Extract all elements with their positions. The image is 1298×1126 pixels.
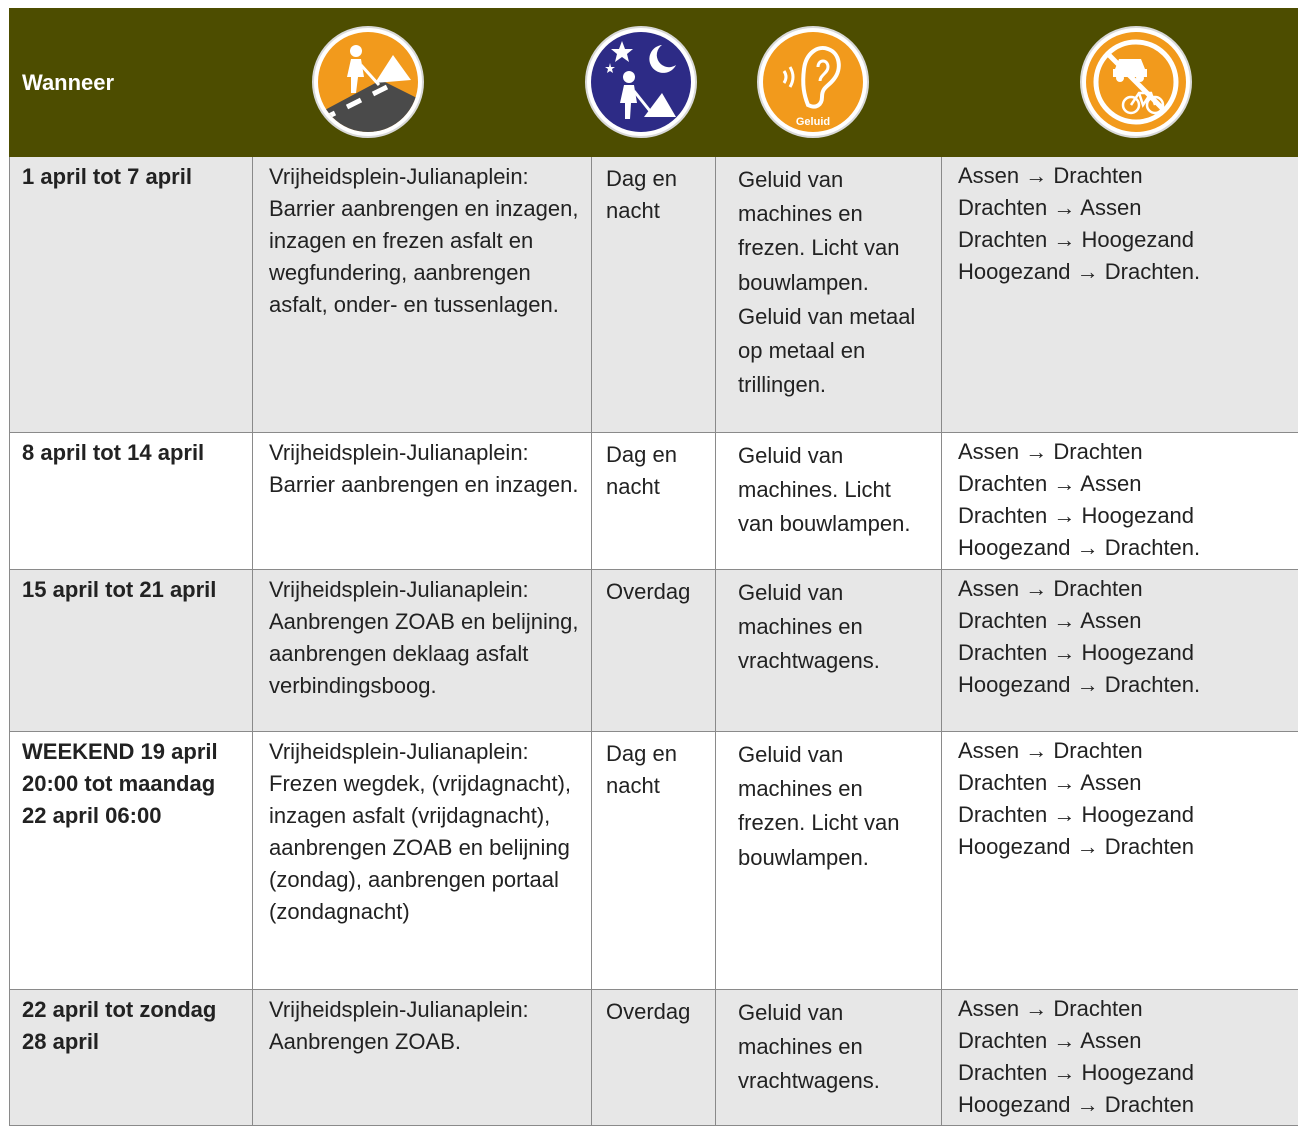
header-work-cell <box>253 9 592 157</box>
closed-direction: Drachten → Hoogezand <box>958 224 1288 256</box>
closed-direction: Assen → Drachten <box>958 160 1288 192</box>
schedule-table-wrapper <box>9 8 1298 1126</box>
closed-direction: Hoogezand → Drachten <box>958 831 1288 863</box>
closed-direction: Hoogezand → Drachten. <box>958 532 1288 564</box>
header-row <box>10 9 1298 157</box>
header-closure-cell <box>942 9 1298 157</box>
table-row <box>10 433 1298 570</box>
cell-when: 15 april tot 21 april <box>10 570 253 732</box>
closed-direction: Hoogezand → Drachten. <box>958 256 1288 288</box>
header-when-label: Wanneer <box>10 70 114 95</box>
cell-when: 22 april tot zondag 28 april <box>10 990 253 1126</box>
cell-work: Vrijheidsplein-Julianaplein: Aanbrengen ZOAB. <box>253 990 592 1126</box>
schedule-table <box>9 8 1298 1126</box>
table-row <box>10 157 1298 433</box>
roadwork-icon <box>311 25 425 139</box>
closed-direction: Drachten → Assen <box>958 468 1288 500</box>
cell-when: 1 april tot 7 april <box>10 157 253 433</box>
header-when-cell <box>10 9 253 157</box>
cell-work: Vrijheidsplein-Julianaplein: Barrier aanbrengen en inzagen, inzagen en frezen asfalt en wegfundering, aanbrengen asfalt, onder- en tussenlagen. <box>253 157 592 433</box>
cell-nuisance: Geluid van machines en vrachtwagens. <box>716 570 942 732</box>
header-time-cell <box>592 9 716 157</box>
cell-nuisance: Geluid van machines. Licht van bouwlampen. <box>716 433 942 570</box>
closed-direction: Drachten → Hoogezand <box>958 500 1288 532</box>
closed-direction: Drachten → Hoogezand <box>958 637 1288 669</box>
cell-time: Overdag <box>592 990 716 1126</box>
cell-when: 8 april tot 14 april <box>10 433 253 570</box>
noise-icon <box>756 25 870 139</box>
cell-work: Vrijheidsplein-Julianaplein: Aanbrengen ZOAB en belijning, aanbrengen deklaag asfalt verbindingsboog. <box>253 570 592 732</box>
cell-closed-directions <box>942 157 1298 433</box>
cell-closed-directions <box>942 570 1298 732</box>
cell-closed-directions <box>942 732 1298 990</box>
cell-work: Vrijheidsplein-Julianaplein: Barrier aanbrengen en inzagen. <box>253 433 592 570</box>
closed-direction: Hoogezand → Drachten <box>958 1089 1288 1121</box>
cell-nuisance: Geluid van machines en vrachtwagens. <box>716 990 942 1126</box>
closed-direction: Assen → Drachten <box>958 573 1288 605</box>
cell-time: Dag en nacht <box>592 157 716 433</box>
header-nuisance-cell <box>716 9 942 157</box>
cell-when: WEEKEND 19 april 20:00 tot maandag 22 april 06:00 <box>10 732 253 990</box>
cell-time: Overdag <box>592 570 716 732</box>
closed-direction: Assen → Drachten <box>958 735 1288 767</box>
no-traffic-icon <box>1076 25 1196 139</box>
closed-direction: Drachten → Assen <box>958 605 1288 637</box>
table-row <box>10 570 1298 732</box>
cell-nuisance: Geluid van machines en frezen. Licht van bouwlampen. Geluid van metaal op metaal en trillingen. <box>716 157 942 433</box>
cell-work: Vrijheidsplein-Julianaplein: Frezen wegdek, (vrijdagnacht), inzagen asfalt (vrijdagnacht), aanbrengen ZOAB en belijning (zondag), aanbrengen portaal (zondagnacht) <box>253 732 592 990</box>
closed-direction: Hoogezand → Drachten. <box>958 669 1288 701</box>
noise-icon-text: Geluid <box>796 116 830 128</box>
closed-direction: Drachten → Hoogezand <box>958 1057 1288 1089</box>
table-row <box>10 990 1298 1126</box>
cell-time: Dag en nacht <box>592 433 716 570</box>
cell-nuisance: Geluid van machines en frezen. Licht van bouwlampen. <box>716 732 942 990</box>
closed-direction: Drachten → Hoogezand <box>958 799 1288 831</box>
cell-time: Dag en nacht <box>592 732 716 990</box>
cell-closed-directions <box>942 990 1298 1126</box>
closed-direction: Drachten → Assen <box>958 1025 1288 1057</box>
closed-direction: Assen → Drachten <box>958 993 1288 1025</box>
night-work-icon <box>582 25 700 139</box>
cell-closed-directions <box>942 433 1298 570</box>
closed-direction: Drachten → Assen <box>958 767 1288 799</box>
table-row <box>10 732 1298 990</box>
closed-direction: Assen → Drachten <box>958 436 1288 468</box>
closed-direction: Drachten → Assen <box>958 192 1288 224</box>
